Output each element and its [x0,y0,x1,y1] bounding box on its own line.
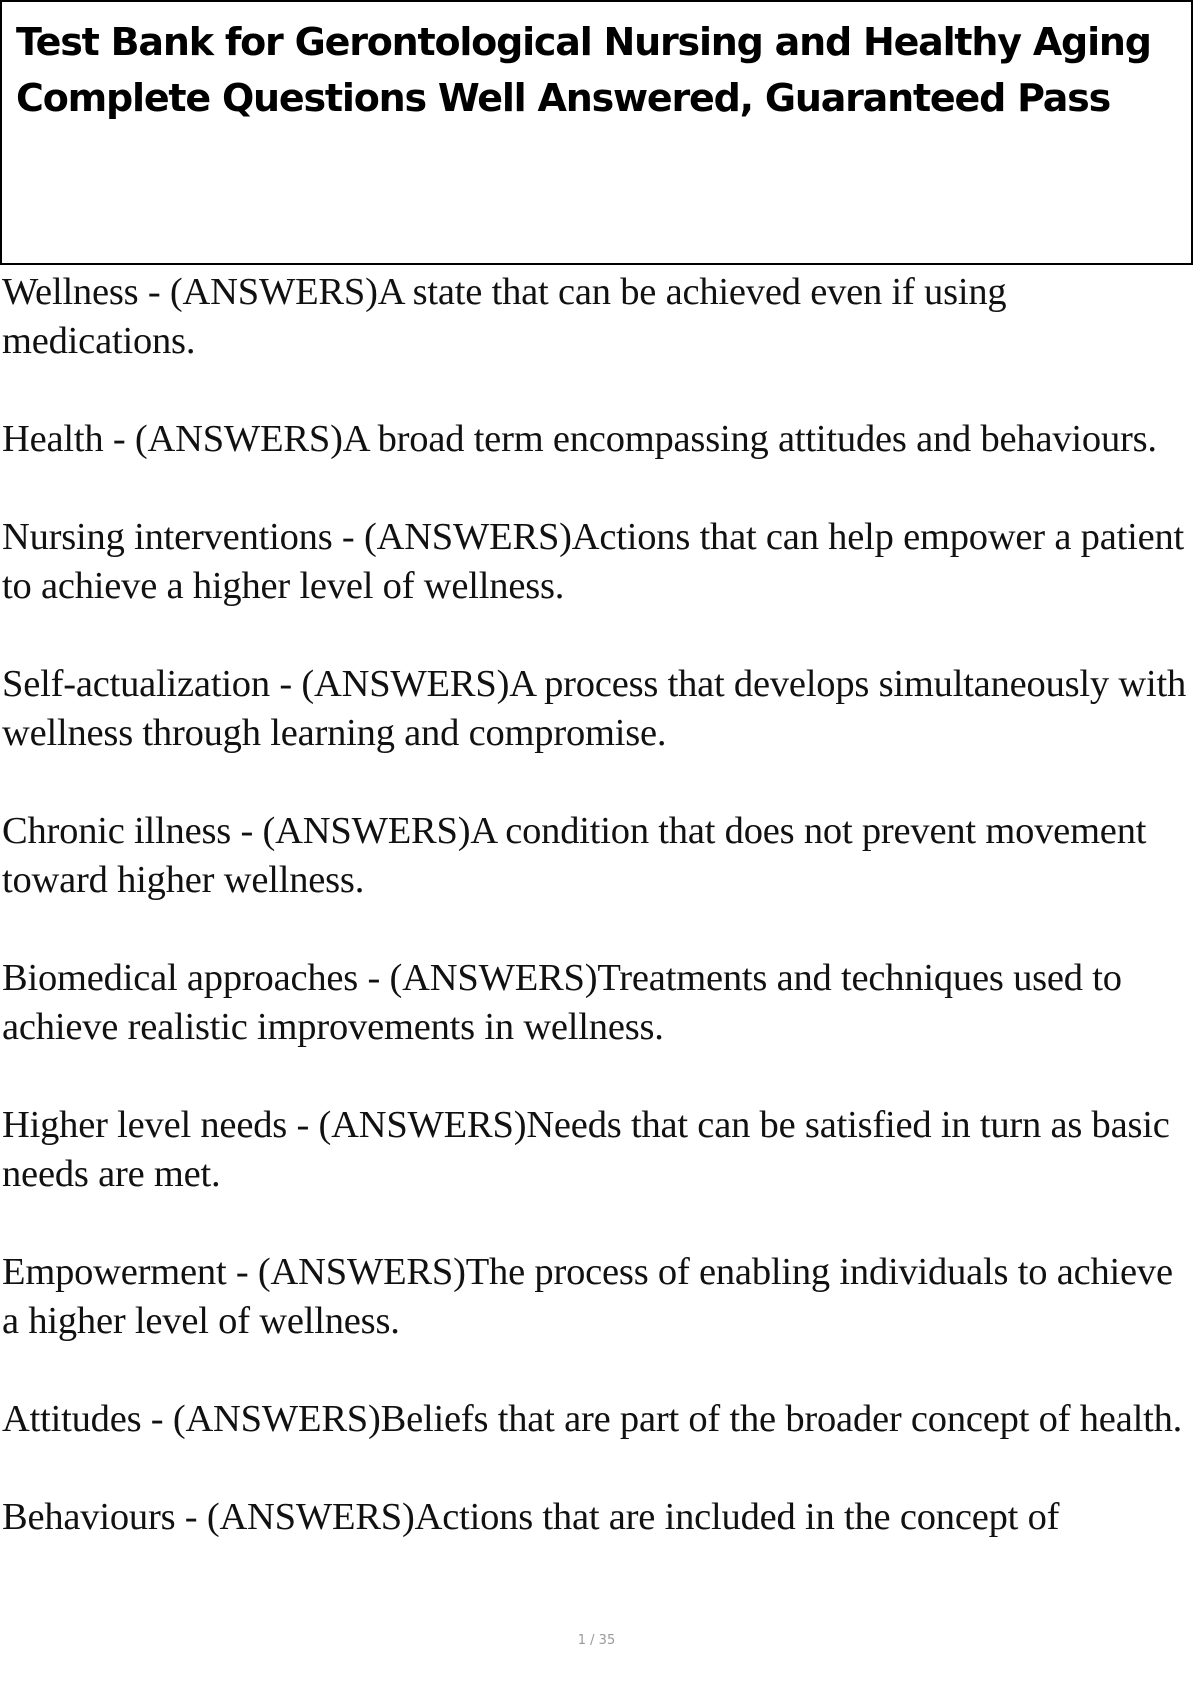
document-title-box [0,0,1193,265]
qa-entry-list [2,268,1198,1591]
document-title-line-2: Complete Questions Well Answered, Guaranteed Pass [16,76,1111,120]
qa-entry: Biomedical approaches - (ANSWERS)Treatments and techniques used to achieve realistic improvements in wellness. [2,957,1122,1048]
page-number: 1 / 35 [577,1633,616,1648]
document-title-line-1: Test Bank for Gerontological Nursing and Healthy Aging [16,20,1151,64]
qa-entry: Attitudes - (ANSWERS)Beliefs that are part of the broader concept of health. [2,1398,1183,1440]
qa-entry: Nursing interventions - (ANSWERS)Actions that can help empower a patient to achieve a higher level of wellness. [2,516,1185,607]
qa-entry: Self-actualization - (ANSWERS)A process that develops simultaneously with wellness through learning and compromise. [2,663,1187,754]
qa-entry: Empowerment - (ANSWERS)The process of enabling individuals to achieve a higher level of wellness. [2,1251,1173,1342]
qa-entry: Behaviours - (ANSWERS)Actions that are included in the concept of [2,1496,1060,1538]
qa-entry: Higher level needs - (ANSWERS)Needs that can be satisfied in turn as basic needs are met. [2,1104,1170,1195]
qa-entry: Health - (ANSWERS)A broad term encompassing attitudes and behaviours. [2,418,1157,460]
qa-entry: Chronic illness - (ANSWERS)A condition that does not prevent movement toward higher wellness. [2,810,1147,901]
qa-entry: Wellness - (ANSWERS)A state that can be achieved even if using medications. [2,271,1007,362]
